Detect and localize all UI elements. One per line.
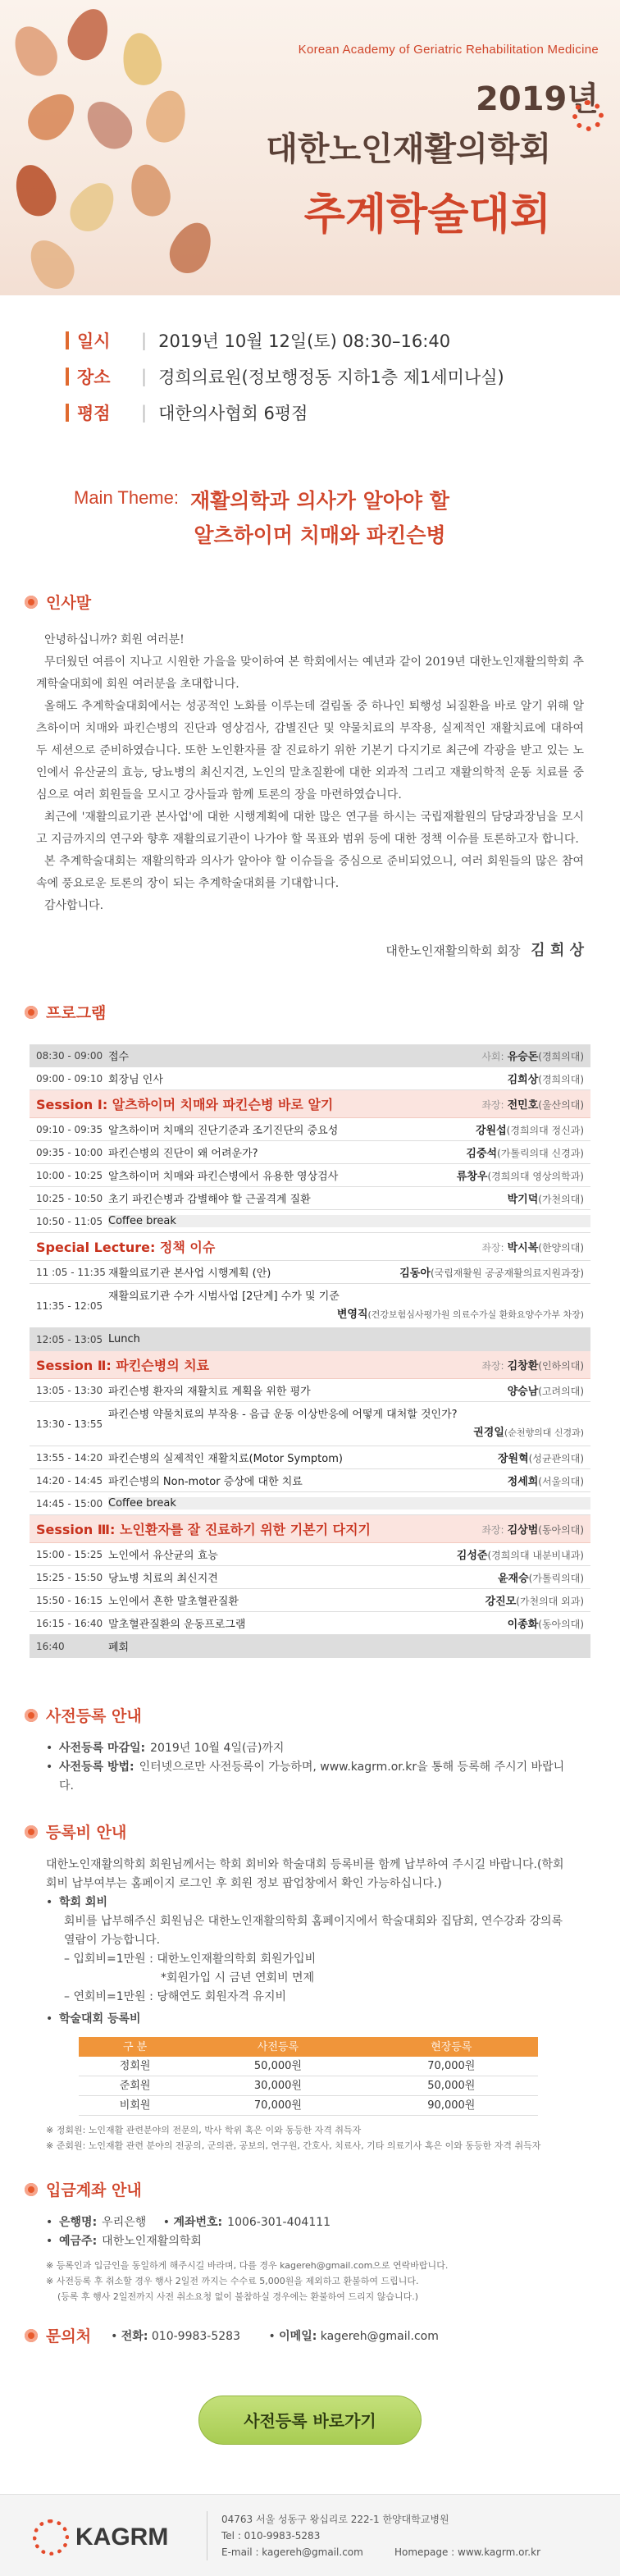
item-value: 대한노인재활의학회: [102, 2235, 202, 2248]
speaker-affiliation: (가천의대 외과): [516, 1596, 584, 1607]
speaker-name: 김중석: [466, 1148, 498, 1160]
program-row: [30, 1261, 590, 1284]
info-value: 대한의사협회 6평점: [158, 404, 308, 423]
program-time: 13:55 - 14:20: [36, 1451, 103, 1464]
speaker-affiliation: (인하의대): [538, 1360, 584, 1372]
dues-line: – 입회비=1만원 : 대한노인재활의학회 회원가입비: [64, 1953, 317, 1966]
header-english-name: Korean Academy of Geriatric Rehabilitation Medicine: [298, 43, 599, 57]
program-table: [30, 1044, 590, 1658]
item-label: 사전등록 방법:: [59, 1761, 134, 1774]
program-speaker: [108, 1424, 590, 1442]
logo-text: KAGRM: [75, 2523, 169, 2551]
note-line: ※ 등록인과 입금인을 동일하게 해주시길 바라며, 다를 경우 kagereh@gmail.com으로 연락바랍니다.: [46, 2260, 449, 2271]
fee-cell: 비회원: [79, 2096, 191, 2116]
speaker-affiliation: (서울의대): [538, 1476, 584, 1487]
society-logo-icon: [572, 100, 604, 131]
speaker-name: 김희상: [507, 1074, 539, 1086]
program-topic: 파킨슨병의 Non-motor 증상에 대한 치료: [108, 1476, 303, 1488]
bank-heading: [25, 2178, 620, 2200]
leaf-decoration: [78, 93, 140, 158]
greeting-paragraph: 본 추계학술대회는 재활의학과 의사가 알아야 할 이슈들을 중심으로 준비되었으니, 여러 회원들의 많은 참여속에 풍요로운 토론의 장이 되는 추계학술대회를 기대합니다.: [36, 855, 584, 890]
program-speaker: [495, 1450, 590, 1465]
program-row: [30, 1044, 590, 1067]
speaker-affiliation: (순천향의대 신경과): [504, 1427, 584, 1438]
greeting-paragraph: 올해도 추계학술대회에서는 성공적인 노화를 이루는데 걸림돌 중 하나인 퇴행성 뇌질환을 바로 알기 위해 알츠하이머 치매와 파킨슨병의 진단과 영상검사, 감별진단 및 약물치료의 부작용, 실제적인 재활치료에 대하여 두 세션으로 준비하였습니다. 또한 노인환자를 잘 진료하기 위한 기본기 다지기로 최근에 각광을 받고 있는 노인에서 유산균의 효능, 당뇨병의 최신지견, 노인의 말초질환에 대한 외과적 그리고 재활의학적 운동 치료를 중심으로 여러 회원들을 모시고 강사들과 함께 토론의 장을 마련하였습니다.: [36, 700, 584, 802]
item-value: 1006-301-404111: [227, 2216, 331, 2229]
program-speaker: [504, 1382, 590, 1398]
program-topic: 회장님 인사: [108, 1074, 163, 1086]
speaker-role: 사회:: [481, 1051, 504, 1062]
section-title: 사전등록 안내: [46, 1707, 142, 1725]
separator: |: [141, 331, 148, 350]
item-label: 사전등록 마감일:: [59, 1742, 146, 1755]
bullet-dot-icon: [25, 1709, 38, 1722]
register-body: [46, 1856, 574, 2154]
speaker-affiliation: (성균관의대): [528, 1453, 584, 1464]
program-speaker: [481, 1239, 590, 1254]
signature: [0, 939, 584, 960]
separator: |: [141, 403, 148, 422]
section-title: 등록비 안내: [46, 1824, 127, 1842]
program-time: 08:30 - 09:00: [36, 1049, 103, 1062]
theme-line: 재활의학과 의사가 알아야 할: [189, 489, 449, 513]
bullet-dot-icon: [25, 1006, 38, 1019]
speaker-affiliation: (고려의대): [538, 1386, 584, 1397]
program-speaker: [504, 1071, 590, 1086]
program-speaker: [581, 1640, 590, 1652]
list-item: [46, 1758, 574, 1796]
speaker-name: 변영직: [336, 1308, 368, 1321]
program-topic: 폐회: [108, 1642, 130, 1654]
leaf-decoration: [62, 175, 123, 240]
bullet-icon: •: [46, 1761, 53, 1774]
list-item: [46, 2010, 574, 2029]
speaker-name: 윤재승: [497, 1573, 529, 1585]
leaf-decoration: [119, 30, 165, 88]
register-heading: [25, 1820, 620, 1843]
greeting-heading: [25, 591, 620, 613]
fee-cell: 50,000원: [365, 2076, 538, 2096]
program-topic: Coffee break: [108, 1215, 590, 1227]
contact-phone: 010-9983-5283: [151, 2329, 240, 2343]
fee-cell: 준회원: [79, 2076, 191, 2096]
speaker-affiliation: (경희의대 정신과): [506, 1125, 584, 1136]
dues-line: – 연회비=1만원 : 당해연도 회원자격 유지비: [64, 1990, 286, 2003]
program-topic: [108, 1406, 590, 1442]
info-value: 경희의료원(정보행정동 지하1층 제1세미나실): [158, 368, 504, 387]
program-speaker: [481, 1048, 590, 1063]
program-time: 11:35 - 12:05: [36, 1299, 103, 1312]
program-speaker: [504, 1190, 590, 1206]
speaker-affiliation: (동아의대): [538, 1524, 584, 1536]
program-row: [30, 1164, 590, 1187]
fee-cell: 50,000원: [191, 2057, 364, 2076]
section-title: 입금계좌 안내: [46, 2181, 142, 2199]
program-time: 13:05 - 13:30: [36, 1384, 103, 1396]
program-row: [30, 1469, 590, 1492]
speaker-affiliation: (동아의대): [538, 1619, 584, 1630]
program-time: 14:45 - 15:00: [36, 1497, 103, 1510]
program-speaker: [581, 1333, 590, 1345]
speaker-affiliation: (경희의대 영상의학과): [487, 1171, 584, 1182]
info-credits: [66, 400, 620, 425]
footer-address: 04763 서울 성동구 왕십리로 222-1 한양대학교병원: [221, 2514, 449, 2525]
preregister-heading: [25, 1704, 620, 1726]
program-speaker: [481, 1357, 590, 1372]
footer-logo: [33, 2519, 168, 2555]
page-title: 추계학술대회: [303, 190, 551, 240]
speaker-affiliation: (가톨릭의대 신경과): [497, 1148, 584, 1159]
program-topic: 알츠하이머 치매의 진단기준과 조기진단의 중요성: [108, 1125, 339, 1137]
program-speaker: [454, 1167, 590, 1183]
footer-contact: E-mail : kagereh@gmail.com Homepage : www.kagrm.or.kr: [221, 2546, 541, 2558]
dues-text: 회비를 납부해주신 회원님은 대한노인재활의학회 홈페이지에서 학술대회와 집담회, 연수강좌 강의록 열람이 가능합니다.: [64, 1915, 563, 1947]
speaker-name: 강원섭: [475, 1125, 507, 1137]
speaker-name: 김창환: [507, 1360, 539, 1372]
leaf-decoration: [62, 3, 115, 66]
speaker-name: 김상범: [507, 1524, 539, 1537]
list-item: • 은행명: 우리은행 • 계좌번호: 1006-301-404111: [46, 2213, 574, 2232]
program-topic: Lunch: [108, 1333, 140, 1345]
separator: |: [141, 367, 148, 386]
program-row: [30, 1446, 590, 1469]
program-topic-text: 파킨슨병 약물치료의 부작용 - 음급 운동 이상반응에 어떻게 대처할 것인가?: [108, 1408, 458, 1421]
program-speaker: [504, 1615, 590, 1631]
bar-icon: [66, 368, 69, 386]
fee-cell: 90,000원: [365, 2096, 538, 2116]
item-label: 은행명:: [59, 2216, 98, 2229]
program-time: 09:00 - 09:10: [36, 1072, 103, 1085]
item-value: 우리은행: [102, 2216, 147, 2229]
program-row: [30, 1635, 590, 1658]
program-time: 16:40: [36, 1640, 65, 1652]
table-row: [79, 2057, 538, 2076]
table-row: [79, 2096, 538, 2116]
bullet-dot-icon: [25, 596, 38, 609]
program-speaker: [495, 1569, 590, 1585]
program-speaker: [108, 1306, 590, 1324]
item-label: 학회 회비: [59, 1896, 107, 1909]
info-date: [66, 328, 620, 353]
session-row: [30, 1351, 590, 1379]
program-topic: 파킨슨병의 실제적인 재활치료(Motor Symptom): [108, 1453, 343, 1465]
contact-label: 이메일:: [279, 2329, 317, 2343]
program-topic: 노인에서 흔한 말초혈관질환: [108, 1596, 239, 1608]
session-row: [30, 1090, 590, 1118]
leaf-decoration: [6, 19, 65, 83]
program-speaker: [504, 1473, 590, 1488]
program-topic: Session Ⅲ: 노인환자를 잘 진료하기 위한 기본기 다지기: [36, 1522, 372, 1537]
speaker-role: 좌장:: [481, 1360, 504, 1372]
bullet-dot-icon: [25, 2183, 38, 2196]
program-topic: 알츠하이머 치매와 파킨슨병에서 유용한 영상검사: [108, 1171, 339, 1183]
item-label: 계좌번호:: [173, 2216, 223, 2229]
program-speaker: [482, 1592, 590, 1608]
fee-header: 사전등록: [191, 2037, 364, 2057]
speaker-affiliation: (울산의대): [538, 1099, 584, 1111]
special-lecture-row: [30, 1233, 590, 1261]
preregister-button[interactable]: 사전등록 바로가기: [198, 2396, 422, 2445]
speaker-name: 김동아: [399, 1267, 431, 1280]
bullet-dot-icon: [25, 2329, 38, 2342]
speaker-affiliation: (경희의대 내분비내과): [487, 1550, 584, 1561]
speaker-affiliation: (경희의대): [538, 1074, 584, 1085]
program-topic: 파킨슨병 환자의 재활치료 계획을 위한 평가: [108, 1386, 311, 1398]
item-value: 2019년 10월 4일(금)까지: [150, 1742, 285, 1755]
greeting-body: [36, 629, 584, 917]
program-row: [30, 1067, 590, 1090]
note-line: (등록 후 행사 2일전까지 사전 취소요청 없이 불참하실 경우에는 환불하여 드리지 않습니다.): [57, 2291, 419, 2302]
info-value: 2019년 10월 12일(토) 08:30–16:40: [158, 331, 451, 351]
info-label: 일시: [77, 331, 111, 351]
bullet-icon: •: [46, 1742, 53, 1755]
program-speaker: [481, 1096, 590, 1112]
program-row: [30, 1492, 590, 1515]
program-row: [30, 1210, 590, 1233]
bullet-icon: •: [46, 2216, 53, 2229]
contact-heading: [25, 2324, 620, 2346]
section-title: 프로그램: [46, 1004, 107, 1022]
speaker-name: 유승돈: [507, 1051, 539, 1063]
list-item: [46, 1739, 574, 1758]
table-row: [79, 2076, 538, 2096]
speaker-name: 이종화: [507, 1619, 539, 1631]
leaf-decoration: [125, 160, 176, 221]
program-topic-text: 재활의료기관 수가 시범사업 [2단계] 수가 및 기준: [108, 1290, 340, 1303]
bullet-icon: •: [46, 2235, 53, 2248]
info-venue: [66, 364, 620, 389]
main-theme: [0, 436, 620, 553]
session-row: [30, 1515, 590, 1543]
program-time: 14:20 - 14:45: [36, 1474, 103, 1487]
preregister-body: [46, 1739, 574, 1796]
society-logo-icon: [33, 2519, 69, 2555]
fee-cell: 30,000원: [191, 2076, 364, 2096]
bar-icon: [66, 331, 69, 349]
fee-cell: 70,000원: [191, 2096, 364, 2116]
greeting-paragraph: 안녕하십니까? 회원 여러분!: [44, 633, 185, 646]
cta-wrap: [0, 2396, 620, 2445]
program-topic: 초기 파킨슨병과 감별해야 할 근골격계 질환: [108, 1194, 311, 1206]
program-row: [30, 1589, 590, 1612]
fee-header-row: [79, 2037, 538, 2057]
program-topic: 접수: [108, 1051, 130, 1063]
program-time: 12:05 - 13:05: [36, 1333, 103, 1345]
program-time: 10:50 - 11:05: [36, 1215, 103, 1227]
greeting-paragraph: 무더웠던 여름이 지나고 시원한 가을을 맞이하여 본 학회에서는 예년과 같이 2019년 대한노인재활의학회 추계학술대회에 회원 여러분을 초대합니다.: [36, 655, 584, 691]
speaker-name: 김성준: [456, 1550, 488, 1562]
section-title: 인사말: [46, 594, 92, 612]
signature-name: 김 희 상: [531, 942, 584, 959]
leaf-decoration: [8, 159, 62, 222]
program-speaker: [454, 1546, 590, 1562]
speaker-role: 좌장:: [481, 1099, 504, 1111]
speaker-name: 박시복: [507, 1242, 539, 1254]
program-row: [30, 1566, 590, 1589]
program-topic: Special Lecture: 정책 이슈: [36, 1240, 216, 1255]
speaker-affiliation: (국립재활원 공공재활의료지원과장): [430, 1267, 584, 1279]
note-line: ※ 사전등록 후 취소할 경우 행사 2일전 까지는 수수료 5,000원을 제외하고 환불하여 드립니다.: [46, 2276, 419, 2286]
contact-label: 전화:: [121, 2329, 148, 2343]
section-title: 문의처: [46, 2327, 92, 2345]
speaker-name: 류창우: [456, 1171, 488, 1183]
item-label: 학술대회 등록비: [59, 2012, 141, 2026]
program-time: 16:15 - 16:40: [36, 1617, 103, 1629]
speaker-name: 전민호: [507, 1099, 539, 1112]
speaker-affiliation: (가톨릭의대): [528, 1573, 584, 1584]
speaker-role: 좌장:: [481, 1242, 504, 1254]
bullet-dot-icon: [25, 1825, 38, 1838]
program-topic: Session Ⅰ: 알츠하이머 치매와 파킨슨병 바로 알기: [36, 1097, 334, 1112]
program-speaker: [463, 1144, 590, 1160]
program-topic: [108, 1288, 590, 1324]
leaf-decoration: [142, 86, 192, 147]
program-topic: 말초혈관질환의 운동프로그램: [108, 1619, 246, 1631]
program-speaker: [481, 1521, 590, 1537]
leaf-decoration: [20, 84, 84, 148]
info-label: 장소: [77, 368, 111, 387]
dues-line: *회원가입 시 금년 연회비 면제: [161, 1971, 315, 1985]
event-info: [0, 295, 620, 425]
fee-cell: 정회원: [79, 2057, 191, 2076]
list-item: [46, 1893, 574, 1912]
footer: [0, 2494, 620, 2576]
bank-body: [46, 2213, 574, 2304]
speaker-affiliation: (가천의대): [538, 1194, 584, 1205]
program-row: [30, 1612, 590, 1635]
item-value: 인터넷으로만 사전등록이 가능하며, www.kagrm.or.kr을 통해 등록해 주시기 바랍니다.: [59, 1761, 565, 1793]
bullet-icon: •: [46, 2012, 53, 2026]
footer-info: [221, 2511, 540, 2560]
program-topic: 노인에서 유산균의 효능: [108, 1550, 218, 1562]
speaker-name: 박기덕: [507, 1194, 539, 1206]
header-society: 대한노인재활의학회: [266, 130, 551, 168]
theme-text: [190, 484, 449, 553]
info-label: 평점: [77, 404, 111, 423]
program-time: 10:25 - 10:50: [36, 1192, 103, 1204]
speaker-name: 강진모: [485, 1596, 517, 1608]
program-time: 15:50 - 16:15: [36, 1594, 103, 1606]
fee-cell: 70,000원: [365, 2057, 538, 2076]
program-row: [30, 1328, 590, 1351]
fee-header: 구 분: [79, 2037, 191, 2057]
fee-header: 현장등록: [365, 2037, 538, 2057]
program-row: [30, 1543, 590, 1566]
greeting-paragraph: 최근에 '재활의료기관 본사업'에 대한 시행계획에 대한 많은 연구를 하시는 국립재활원의 담당과장님을 모시고 지금까지의 연구와 향후 재활의료기관이 나가야 할 목표와 범위 등에 대한 정책 이슈를 토론하고자 합니다.: [36, 811, 584, 846]
leaf-decoration: [21, 232, 82, 295]
contact-info: • 전화: 010-9983-5283 • 이메일: kagereh@gmail.com: [111, 2329, 439, 2343]
note-line: ※ 준회원: 노인재활 관련 분야의 전공의, 군의관, 공보의, 연구원, 간호사, 치료사, 기타 의료기사 혹은 이와 동등한 자격 취득자: [46, 2140, 541, 2151]
program-heading: [25, 1001, 620, 1023]
program-topic: 파킨슨병의 진단이 왜 어려운가?: [108, 1148, 258, 1160]
footer-tel: Tel : 010-9983-5283: [221, 2530, 321, 2542]
speaker-affiliation: (경희의대): [538, 1051, 584, 1062]
program-row: [30, 1402, 590, 1446]
program-topic: 재활의료기관 본사업 시행계획 (안): [108, 1267, 271, 1280]
contact-email[interactable]: kagereh@gmail.com: [320, 2329, 439, 2343]
program-speaker: [396, 1264, 590, 1280]
program-time: 09:35 - 10:00: [36, 1146, 103, 1158]
fee-table: [79, 2037, 538, 2116]
fee-notes: [46, 2122, 574, 2154]
bullet-icon: •: [46, 1896, 53, 1909]
program-time: 15:00 - 15:25: [36, 1548, 103, 1560]
speaker-name: 양승남: [507, 1386, 539, 1398]
program-time: 09:10 - 09:35: [36, 1123, 103, 1135]
signature-role: 대한노인재활의학회 회장: [385, 943, 521, 958]
bar-icon: [66, 404, 69, 422]
speaker-name: 장원혁: [497, 1453, 529, 1465]
hero-banner: [0, 0, 620, 295]
program-topic: Session Ⅱ: 파킨슨병의 치료: [36, 1358, 210, 1373]
program-row: [30, 1141, 590, 1164]
program-row: [30, 1284, 590, 1328]
program-topic: 당뇨병 치료의 최신지견: [108, 1573, 218, 1585]
program-speaker: [472, 1121, 590, 1137]
item-label: 예금주:: [59, 2235, 98, 2248]
bank-notes: [46, 2258, 574, 2304]
list-item: [46, 2232, 574, 2251]
register-intro: 대한노인재활의학회 회원님께서는 학회 회비와 학술대회 등록비를 함께 납부하여 주시길 바랍니다.(학회 회비 납부여부는 홈페이지 로그인 후 회원 정보 팝업창에서 확인 가능하십니다.): [46, 1858, 564, 1890]
speaker-role: 좌장:: [481, 1524, 504, 1536]
program-time: 11 :05 - 11:35: [36, 1266, 106, 1278]
program-time: 13:30 - 13:55: [36, 1418, 103, 1430]
theme-label: Main Theme:: [74, 487, 179, 508]
theme-line: 알츠하이머 치매와 파킨슨병: [194, 523, 446, 547]
program-row: [30, 1118, 590, 1141]
program-time: 10:00 - 10:25: [36, 1169, 103, 1181]
program-row: [30, 1379, 590, 1402]
note-line: ※ 정회원: 노인재활 관련분야의 전문의, 박사 학위 혹은 이와 동등한 자격 취득자: [46, 2125, 362, 2135]
program-row: [30, 1187, 590, 1210]
greeting-paragraph: 감사합니다.: [44, 899, 104, 912]
header-year: 2019년: [476, 80, 599, 118]
program-time: 15:25 - 15:50: [36, 1571, 103, 1583]
speaker-affiliation: (한양의대): [538, 1242, 584, 1254]
program-topic: Coffee break: [108, 1497, 590, 1510]
speaker-name: 권경일: [473, 1426, 504, 1439]
speaker-affiliation: (건강보험심사평가원 의료수가실 환화요양수가부 차장): [367, 1309, 584, 1320]
speaker-name: 정세희: [507, 1476, 539, 1488]
